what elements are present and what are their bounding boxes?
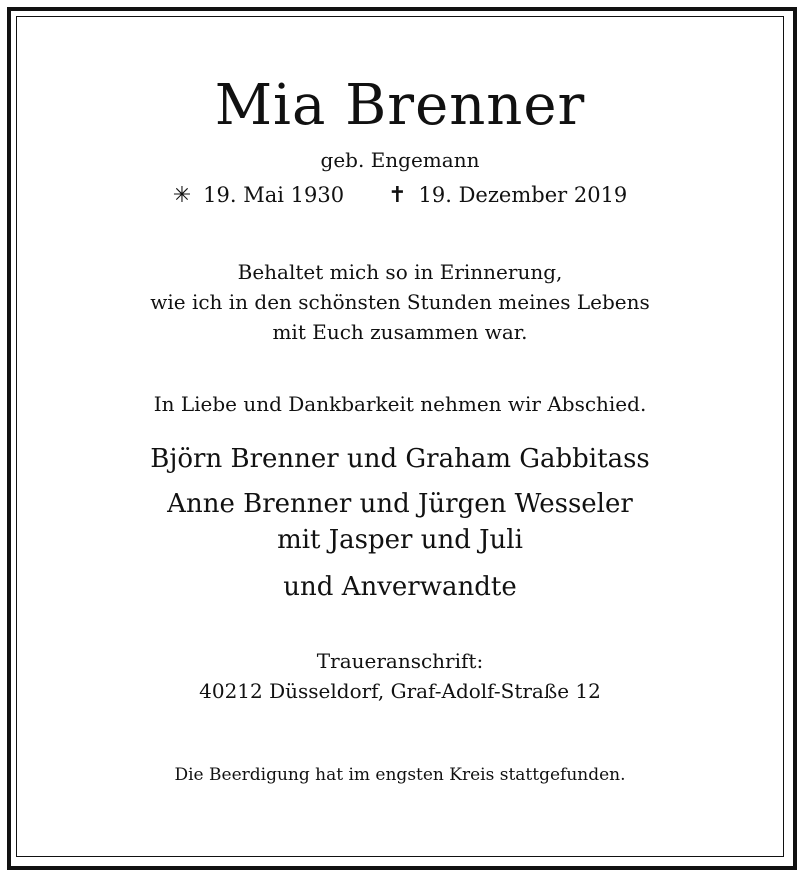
deceased-name: Mia Brenner — [214, 73, 586, 138]
farewell-text: In Liebe und Dankbarkeit nehmen wir Abschied. — [153, 392, 647, 416]
birth-date: 19. Mai 1930 — [203, 183, 345, 207]
address-line: 40212 Düsseldorf, Graf-Adolf-Straße 12 — [199, 679, 601, 703]
inner-border — [16, 16, 784, 857]
birth-star-icon: ✳ — [172, 183, 192, 208]
funeral-note: Die Beerdigung hat im engsten Kreis stattgefunden. — [174, 765, 626, 785]
quote-line: Behaltet mich so in Erinnerung, — [237, 260, 563, 284]
address-heading: Traueranschrift: — [316, 649, 484, 673]
family-line: Björn Brenner und Graham Gabbitass — [150, 444, 650, 474]
family-line: Anne Brenner und Jürgen Wesseler — [167, 489, 633, 519]
death-cross-icon: ✝ — [388, 183, 407, 208]
quote-line: wie ich in den schönsten Stunden meines Lebens — [150, 290, 650, 314]
life-dates — [0, 185, 800, 207]
death-date: 19. Dezember 2019 — [418, 183, 628, 207]
family-line: mit Jasper und Juli — [277, 525, 523, 555]
quote-line: mit Euch zusammen war. — [272, 320, 528, 344]
family-line: und Anverwandte — [283, 572, 517, 602]
maiden-name: geb. Engemann — [320, 148, 480, 172]
